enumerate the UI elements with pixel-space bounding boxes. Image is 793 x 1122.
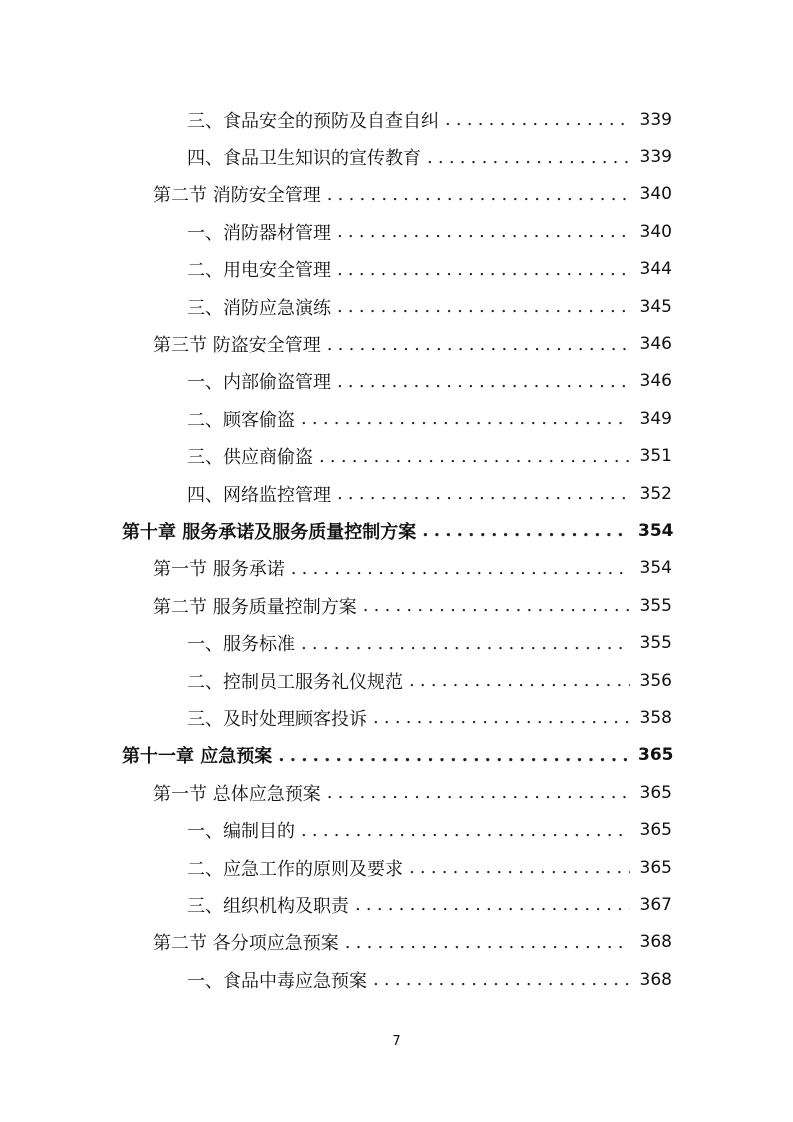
toc-entry-page-number: 339 (639, 109, 672, 130)
toc-entry-page-number: 368 (639, 932, 672, 953)
toc-entry-page-number: 367 (639, 894, 672, 915)
toc-chapter-entry[interactable] (0, 737, 793, 774)
toc-entry-title: 一、服务标准 (187, 634, 295, 656)
toc-subsection-entry[interactable] (0, 363, 793, 400)
toc-subsection-entry[interactable] (0, 400, 793, 437)
toc-subsection-entry[interactable] (0, 438, 793, 475)
toc-entry-title: 第十一章 应急预案 (122, 746, 273, 768)
toc-dot-leader (337, 371, 630, 392)
toc-dot-leader (327, 782, 630, 803)
toc-dot-leader (445, 109, 630, 130)
toc-entry-page-number: 346 (639, 334, 672, 355)
toc-entry-title: 二、控制员工服务礼仪规范 (187, 671, 403, 693)
toc-dot-leader (337, 483, 630, 504)
page-number: 7 (392, 1034, 401, 1049)
toc-dot-leader (327, 334, 630, 355)
toc-subsection-entry[interactable] (0, 101, 793, 138)
toc-entry-title: 第三节 防盗安全管理 (153, 335, 321, 357)
toc-entry-title: 二、用电安全管理 (187, 260, 331, 282)
toc-section-entry[interactable] (0, 774, 793, 811)
toc-entry-page-number: 355 (639, 595, 672, 616)
toc-subsection-entry[interactable] (0, 213, 793, 250)
toc-entry-page-number: 365 (639, 820, 672, 841)
toc-entry-page-number: 365 (639, 857, 672, 878)
toc-dot-leader (422, 520, 630, 541)
toc-subsection-entry[interactable] (0, 811, 793, 848)
toc-subsection-entry[interactable] (0, 961, 793, 998)
toc-entry-title: 三、组织机构及职责 (187, 895, 349, 917)
toc-entry-page-number: 356 (639, 670, 672, 691)
toc-dot-leader (355, 894, 630, 915)
toc-entry-title: 三、及时处理顾客投诉 (187, 708, 367, 730)
toc-chapter-entry[interactable] (0, 512, 793, 549)
toc-dot-leader (291, 558, 630, 579)
toc-entry-title: 一、食品中毒应急预案 (187, 970, 367, 992)
toc-entry-title: 四、网络监控管理 (187, 484, 331, 506)
toc-entry-title: 第二节 消防安全管理 (153, 185, 321, 207)
toc-dot-leader (409, 857, 630, 878)
toc-dot-leader (319, 446, 630, 467)
toc-subsection-entry[interactable] (0, 288, 793, 325)
toc-dot-leader (373, 707, 630, 728)
toc-section-entry[interactable] (0, 325, 793, 362)
toc-section-entry[interactable] (0, 924, 793, 961)
toc-section-entry[interactable] (0, 176, 793, 213)
toc-entry-title: 第一节 服务承诺 (153, 559, 285, 581)
toc-dot-leader (337, 259, 630, 280)
toc-entry-title: 一、消防器材管理 (187, 222, 331, 244)
toc-entry-title: 三、消防应急演练 (187, 297, 331, 319)
toc-dot-leader (337, 296, 630, 317)
toc-entry-page-number: 339 (639, 147, 672, 168)
toc-subsection-entry[interactable] (0, 624, 793, 661)
toc-entry-page-number: 368 (639, 969, 672, 990)
toc-subsection-entry[interactable] (0, 886, 793, 923)
toc-entry-page-number: 355 (639, 633, 672, 654)
toc-entry-title: 三、供应商偷盗 (187, 447, 313, 469)
toc-entry-title: 三、食品安全的预防及自查自纠 (187, 110, 439, 132)
toc-entry-page-number: 344 (639, 259, 672, 280)
table-of-contents (0, 101, 793, 998)
toc-dot-leader (345, 932, 630, 953)
toc-subsection-entry[interactable] (0, 699, 793, 736)
toc-entry-page-number: 340 (639, 221, 672, 242)
toc-dot-leader (327, 184, 630, 205)
toc-dot-leader (373, 969, 630, 990)
toc-entry-page-number: 354 (638, 520, 674, 541)
toc-entry-page-number: 365 (638, 745, 674, 766)
toc-entry-title: 二、应急工作的原则及要求 (187, 858, 403, 880)
toc-entry-page-number: 358 (639, 707, 672, 728)
toc-dot-leader (278, 745, 630, 766)
toc-entry-title: 四、食品卫生知识的宣传教育 (187, 148, 421, 170)
toc-entry-title: 一、内部偷盗管理 (187, 372, 331, 394)
toc-entry-page-number: 349 (639, 408, 672, 429)
toc-entry-title: 一、编制目的 (187, 821, 295, 843)
toc-subsection-entry[interactable] (0, 662, 793, 699)
toc-entry-page-number: 365 (639, 782, 672, 803)
toc-dot-leader (337, 221, 630, 242)
toc-section-entry[interactable] (0, 587, 793, 624)
toc-entry-page-number: 346 (639, 371, 672, 392)
toc-entry-title: 第二节 各分项应急预案 (153, 933, 339, 955)
toc-subsection-entry[interactable] (0, 251, 793, 288)
toc-dot-leader (409, 670, 630, 691)
toc-entry-title: 二、顾客偷盗 (187, 409, 295, 431)
toc-subsection-entry[interactable] (0, 849, 793, 886)
toc-subsection-entry[interactable] (0, 475, 793, 512)
toc-entry-page-number: 345 (639, 296, 672, 317)
toc-entry-page-number: 354 (639, 558, 672, 579)
toc-dot-leader (427, 147, 630, 168)
toc-entry-page-number: 340 (639, 184, 672, 205)
toc-entry-page-number: 351 (639, 446, 672, 467)
toc-section-entry[interactable] (0, 550, 793, 587)
toc-entry-page-number: 352 (639, 483, 672, 504)
toc-entry-title: 第二节 服务质量控制方案 (153, 596, 357, 618)
toc-dot-leader (301, 633, 630, 654)
toc-subsection-entry[interactable] (0, 138, 793, 175)
toc-entry-title: 第十章 服务承诺及服务质量控制方案 (122, 521, 417, 543)
toc-dot-leader (363, 595, 630, 616)
toc-dot-leader (301, 408, 630, 429)
toc-dot-leader (301, 820, 630, 841)
toc-entry-title: 第一节 总体应急预案 (153, 783, 321, 805)
